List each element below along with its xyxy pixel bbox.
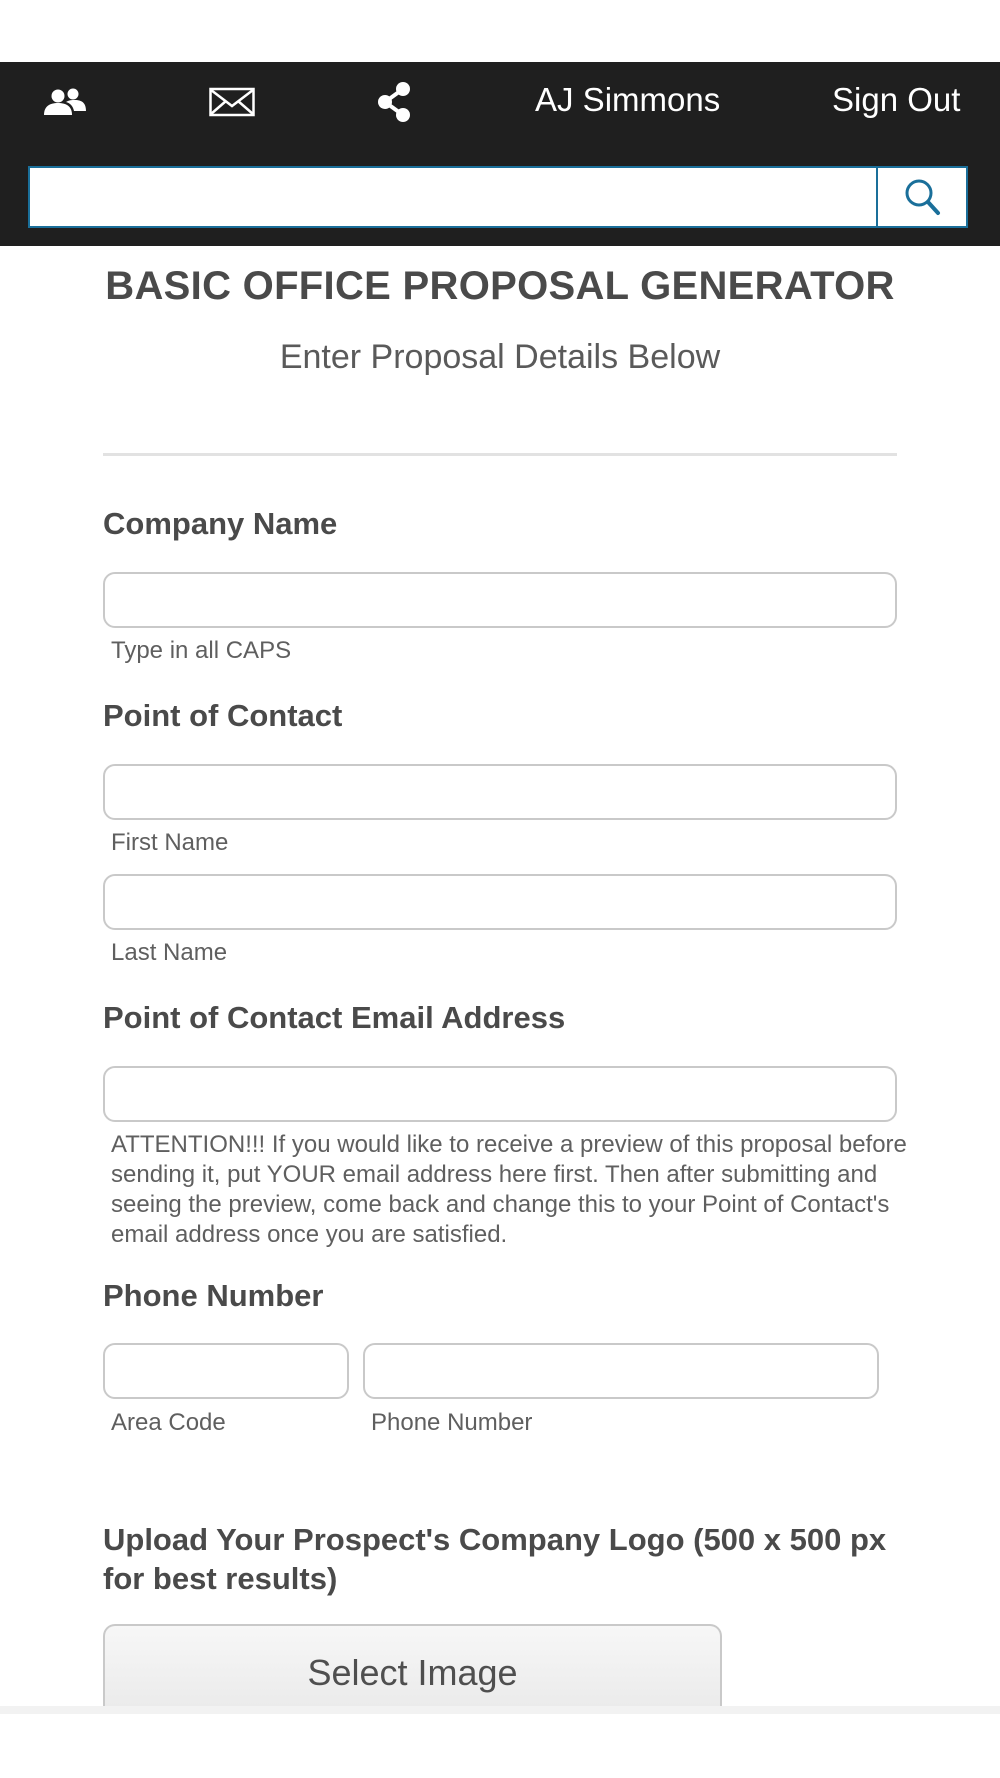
search-button[interactable] bbox=[876, 168, 966, 226]
company-name-label: Company Name bbox=[103, 506, 338, 541]
contact-email-label: Point of Contact Email Address bbox=[103, 1000, 566, 1035]
sign-out-link[interactable]: Sign Out bbox=[832, 81, 961, 118]
nav-row bbox=[0, 62, 1000, 140]
phone-number-label: Phone Number bbox=[103, 1278, 324, 1313]
company-name-input[interactable] bbox=[103, 572, 897, 628]
bottom-bar bbox=[0, 1706, 1000, 1778]
area-code-input[interactable] bbox=[103, 1343, 349, 1399]
divider bbox=[103, 453, 897, 456]
search-icon bbox=[902, 177, 942, 217]
page-subtitle: Enter Proposal Details Below bbox=[279, 338, 721, 376]
contact-email-input[interactable] bbox=[103, 1066, 897, 1122]
point-of-contact-label: Point of Contact bbox=[103, 698, 343, 733]
phone-number-hint: Phone Number bbox=[371, 1409, 533, 1436]
first-name-input[interactable] bbox=[103, 764, 897, 820]
contacts-icon-glyph bbox=[42, 87, 88, 117]
user-name-link[interactable]: AJ Simmons bbox=[535, 81, 721, 118]
phone-number-input[interactable] bbox=[363, 1343, 879, 1399]
page-title: BASIC OFFICE PROPOSAL GENERATOR bbox=[105, 264, 895, 308]
company-name-hint: Type in all CAPS bbox=[111, 637, 292, 664]
logo-upload-label: Upload Your Prospect's Company Logo (500 x 500 px for best results) bbox=[103, 1522, 887, 1596]
first-name-hint: First Name bbox=[111, 829, 229, 856]
email-attention-note: ATTENTION!!! If you would like to receive a preview of this proposal before sending it, put YOUR email address here first. Then after submitting and seeing the preview, come back and change this to your Point of Contact's email address once you are satisfied. bbox=[111, 1131, 907, 1248]
select-image-button[interactable]: Select Image bbox=[103, 1624, 722, 1706]
share-icon[interactable] bbox=[372, 82, 416, 122]
mail-icon-glyph bbox=[209, 87, 255, 117]
area-code-hint: Area Code bbox=[111, 1409, 226, 1436]
top-navigation-bar bbox=[0, 62, 1000, 246]
share-icon-glyph bbox=[374, 81, 414, 123]
mail-icon[interactable] bbox=[207, 82, 257, 122]
search-bar bbox=[28, 166, 968, 228]
last-name-input[interactable] bbox=[103, 874, 897, 930]
contacts-icon[interactable] bbox=[40, 82, 90, 122]
search-input[interactable] bbox=[30, 168, 876, 226]
last-name-hint: Last Name bbox=[111, 939, 228, 966]
